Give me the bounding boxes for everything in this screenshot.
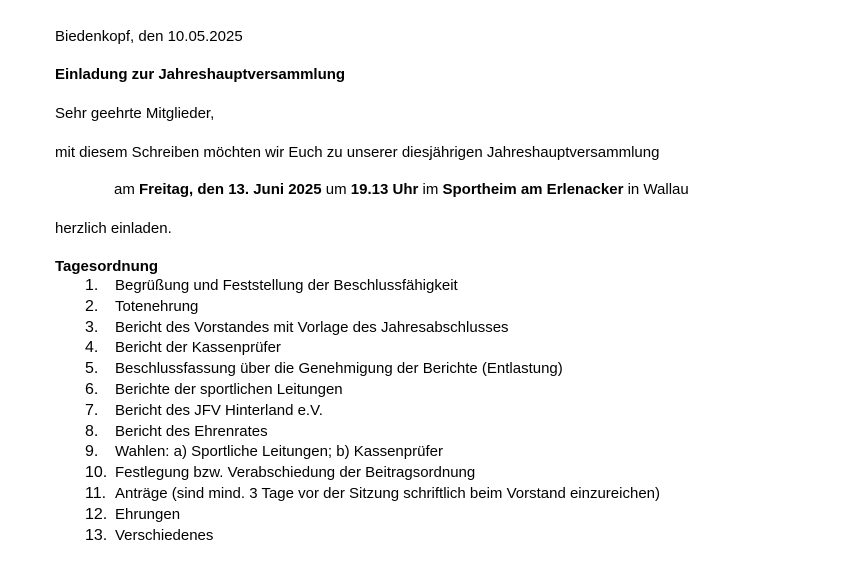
agenda-item-number: 8. xyxy=(85,422,99,440)
agenda-item-text: Berichte der sportlichen Leitungen xyxy=(115,380,343,398)
agenda-item-text: Wahlen: a) Sportliche Leitungen; b) Kassenprüfer xyxy=(115,443,443,461)
event-details xyxy=(114,181,689,199)
agenda-item-number: 1. xyxy=(85,277,99,294)
agenda-item-number: 10. xyxy=(85,464,108,482)
salutation: Sehr geehrte Mitglieder, xyxy=(55,105,215,122)
agenda-item-text: Totenehrung xyxy=(115,297,199,315)
closing-line: herzlich einladen. xyxy=(55,220,172,237)
event-prefix: am xyxy=(114,181,140,198)
agenda-item-number: 11. xyxy=(85,484,107,502)
agenda-item-text: Festlegung bzw. Verabschiedung der Beitragsordnung xyxy=(115,464,476,482)
agenda-item-text: Bericht des Ehrenrates xyxy=(115,422,268,440)
event-date: Freitag, den 13. Juni 2025 xyxy=(139,181,322,198)
agenda-item-text: Beschlussfassung über die Genehmigung der Berichte (Entlastung) xyxy=(115,360,563,378)
agenda-item-number: 7. xyxy=(85,401,99,419)
intro-paragraph: mit diesem Schreiben möchten wir Euch zu unserer diesjährigen Jahreshauptversammlung xyxy=(55,144,660,161)
agenda-item-text: Begrüßung und Feststellung der Beschlussfähigkeit xyxy=(115,277,458,294)
agenda-item-text: Bericht des JFV Hinterland e.V. xyxy=(115,401,323,419)
agenda-item-number: 12. xyxy=(85,505,108,523)
agenda-heading: Tagesordnung xyxy=(55,258,159,275)
agenda-item-number: 6. xyxy=(85,380,99,398)
event-connector-time: um xyxy=(321,181,351,198)
agenda-item-number: 5. xyxy=(85,360,99,378)
agenda-item-text: Bericht der Kassenprüfer xyxy=(115,339,281,357)
agenda-item-text: Ehrungen xyxy=(115,505,181,523)
agenda-item-number: 13. xyxy=(85,526,108,544)
agenda-item-number: 4. xyxy=(85,339,99,357)
date-line: Biedenkopf, den 10.05.2025 xyxy=(55,28,243,45)
agenda-item-text: Anträge (sind mind. 3 Tage vor der Sitzung schriftlich beim Vorstand einzureichen) xyxy=(115,484,661,502)
agenda-item-number: 9. xyxy=(85,443,99,461)
event-connector-location: im xyxy=(418,181,443,198)
agenda-item-number: 3. xyxy=(85,318,99,336)
subject-heading: Einladung zur Jahreshauptversammlung xyxy=(55,66,346,83)
event-time: 19.13 Uhr xyxy=(350,181,419,198)
event-location: Sportheim am Erlenacker xyxy=(442,181,624,198)
agenda-item-text: Bericht des Vorstandes mit Vorlage des Jahresabschlusses xyxy=(115,318,509,336)
agenda-item-text: Verschiedenes xyxy=(115,526,214,544)
event-suffix: in Wallau xyxy=(623,181,689,198)
agenda-item-number: 2. xyxy=(85,297,99,315)
